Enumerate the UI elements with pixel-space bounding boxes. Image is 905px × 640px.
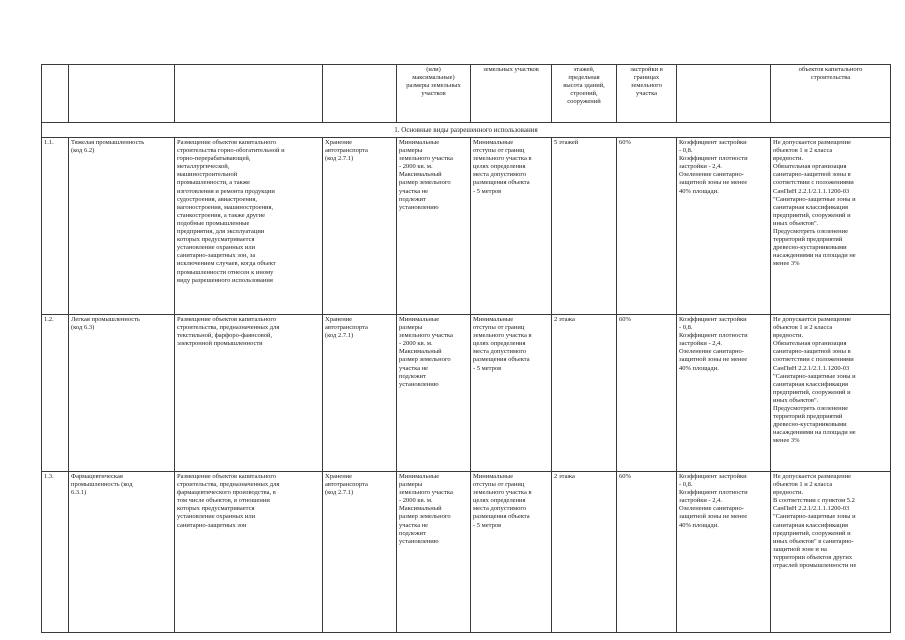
table-header-row [42,65,891,123]
header-cell: земельных участков [471,65,552,123]
header-cell [42,65,69,123]
header-cell: объектов капитального строительства [771,65,891,123]
row-number: 1.1. [42,138,69,315]
table-row [42,138,891,315]
setbacks: Минимальные отступы от границ земельного участка в целях определения места допустимого размещения объекта - 5 метров [471,315,552,472]
row-number: 1.3. [42,472,69,633]
use-description: Размещение объектов капитального строительства, предназначенных для текстильной, фарфоро-фаянсовой, электронной промышленности [175,315,323,472]
row-number: 1.2. [42,315,69,472]
coefficients: Коэффициент застройки - 0,8. Коэффициент плотности застройки - 2,4. Озеленение санитарно- защитной зоны не менее 40% площади. [677,472,771,633]
restrictions: Не допускается размещение объектов 1 и 2 класса вредности. Обязательная организация санитарно-защитной зоны в соответствии с положениями СанПиН 2.2.1/2.1.1.1200-03 "Санитарно-защитные зоны и санитарная классификация предприятий, сооружений и иных объектов". Предусмотреть озеленение территорий предприятий древесно-кустарниковыми насаждениями на площади не менее 3% [771,138,891,315]
floors: 5 этажей [552,138,617,315]
coverage: 60% [617,315,677,472]
setbacks: Минимальные отступы от границ земельного участка в целях определения места допустимого размещения объекта - 5 метров [471,138,552,315]
section-title: 1. Основные виды разрешенного использования [42,123,891,138]
zoning-regulations-table [41,64,891,633]
header-cell [677,65,771,123]
header-cell [323,65,397,123]
table-row [42,315,891,472]
use-name: Фармацевтическая промышленность (код 6.3.1) [69,472,175,633]
restrictions: Не допускается размещение объектов 1 и 2 класса вредности. Обязательная организация санитарно-защитной зоны в соответствии с положениями СанПиН 2.2.1/2.1.1.1200-03 "Санитарно-защитные зоны и санитарная классификация предприятий, сооружений и иных объектов". Предусмотреть озеленение территорий предприятий древесно-кустарниковыми насаждениями на площади не менее 3% [771,315,891,472]
setbacks: Минимальные отступы от границ земельного участка в целях определения места допустимого размещения объекта - 5 метров [471,472,552,633]
coefficients: Коэффициент застройки - 0,8. Коэффициент плотности застройки - 2,4. Озеленение санитарно- защитной зоны не менее 40% площади. [677,315,771,472]
use-description: Размещение объектов капитального строительства, предназначенных для фармацевтического производства, в том числе объектов, в отношении которых предусматривается установление охранных или санитарно-защитных зон [175,472,323,633]
header-cell: застройки в границах земельного участка [617,65,677,123]
coefficients: Коэффициент застройки - 0,8. Коэффициент плотности застройки - 2,4. Озеленение санитарно- защитной зоны не менее 40% площади. [677,138,771,315]
plot-size: Минимальные размеры земельного участка - 2000 кв. м. Максимальный размер земельного участка не подлежит установлению [397,472,471,633]
table-row [42,472,891,633]
plot-size: Минимальные размеры земельного участка - 2000 кв. м. Максимальный размер земельного участка не подлежит установлению [397,315,471,472]
use-description: Размещение объектов капитального строительства горно-обогатительной и горно-перерабатывающей, металлургической, машиностроительной промышленности, а также изготовления и ремонта продукции судостроения, авиастроения, вагоностроения, машиностроения, станкостроения, а также другие подобные промышленные предприятия, для эксплуатации которых предусматривается установление охранных или санитарно-защитных зон, за исключением случаев, когда объект промышленности отнесен к иному виду разрешенного использования [175,138,323,315]
auxiliary-use: Хранение автотранспорта (код 2.7.1) [323,472,397,633]
header-cell [175,65,323,123]
floors: 2 этажа [552,315,617,472]
auxiliary-use: Хранение автотранспорта (код 2.7.1) [323,138,397,315]
coverage: 60% [617,472,677,633]
header-cell [69,65,175,123]
section-row [42,123,891,138]
floors: 2 этажа [552,472,617,633]
auxiliary-use: Хранение автотранспорта (код 2.7.1) [323,315,397,472]
plot-size: Минимальные размеры земельного участка - 2000 кв. м. Максимальный размер земельного участка не подлежит установлению [397,138,471,315]
header-cell: этажей, предельная высота зданий, строений, сооружений [552,65,617,123]
coverage: 60% [617,138,677,315]
use-name: Тяжелая промышленность (код 6.2) [69,138,175,315]
header-cell: (или) максимальные) размеры земельных участков [397,65,471,123]
restrictions: Не допускается размещение объектов 1 и 2 класса вредности. В соответствии с пунктом 5.2 СанПиН 2.2.1/2.1.1.1200-03 "Санитарно-защитные зоны и санитарная классификация предприятий, сооружений и иных объектов" в санитарно- защитной зоне и на территории объектов других отраслей промышленности не [771,472,891,633]
use-name: Легкая промышленность (код 6.3) [69,315,175,472]
